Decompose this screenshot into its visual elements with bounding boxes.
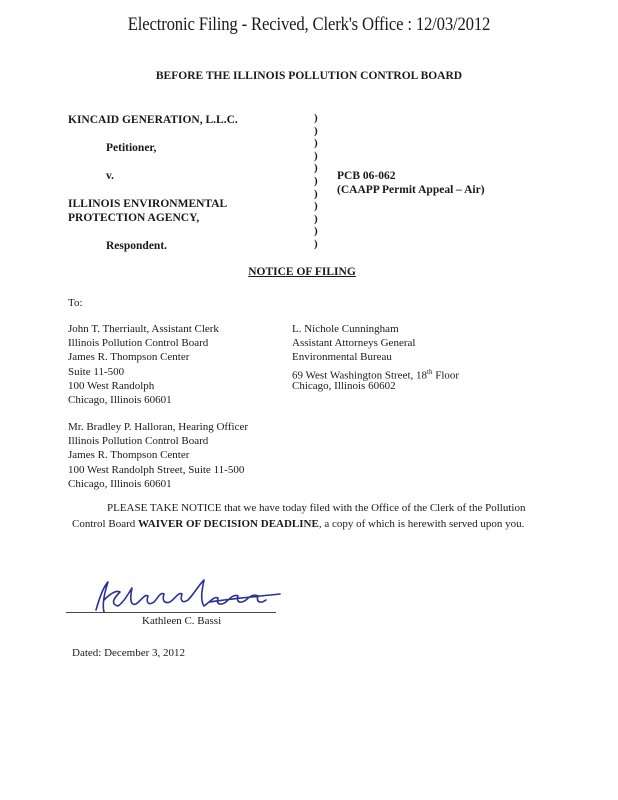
board-heading: BEFORE THE ILLINOIS POLLUTION CONTROL BOARD — [155, 70, 463, 82]
to-label: To: — [68, 297, 83, 309]
petitioner-role: Petitioner, — [106, 142, 157, 154]
versus-label: v. — [106, 170, 114, 182]
address-attorney-general: L. Nichole Cunningham Assistant Attorneys General Environmental Bureau 69 West Washington Street, 18th Floor Chicago, Illinois 60602 — [292, 323, 460, 392]
electronic-filing-stamp: Electronic Filing - Recived, Clerk's Office : 12/03/2012 — [127, 14, 491, 35]
signature-line — [66, 612, 276, 613]
petitioner-name: KINCAID GENERATION, L.L.C. — [68, 114, 238, 126]
address-clerk: John T. Therriault, Assistant Clerk Illinois Pollution Control Board James R. Thompson Center Suite 11-500 100 West Randolph Chicago, Illinois 60601 — [68, 323, 219, 406]
notice-body: PLEASE TAKE NOTICE that we have today filed with the Office of the Clerk of the Pollution Control Board WAIVER OF DECISION DEADLINE, a copy of which is herewith served upon you. — [72, 502, 526, 530]
case-type: (CAAPP Permit Appeal – Air) — [337, 184, 485, 196]
signer-name: Kathleen C. Bassi — [142, 615, 222, 627]
caption-parentheses: ) ) ) ) ) ) ) ) ) ) ) — [314, 112, 318, 250]
dated-line: Dated: December 3, 2012 — [72, 647, 186, 659]
respondent-name-line2: PROTECTION AGENCY, — [68, 212, 200, 224]
address-hearing-officer: Mr. Bradley P. Halloran, Hearing Officer Illinois Pollution Control Board James R. Thompson Center 100 West Randolph Street, Suite 11-500 Chicago, Illinois 60601 — [68, 421, 249, 490]
case-number: PCB 06-062 — [337, 170, 396, 182]
respondent-role: Respondent. — [106, 240, 168, 252]
notice-title: NOTICE OF FILING — [248, 266, 356, 278]
signature-stroke — [96, 580, 280, 612]
respondent-name-line1: ILLINOIS ENVIRONMENTAL — [68, 198, 228, 210]
